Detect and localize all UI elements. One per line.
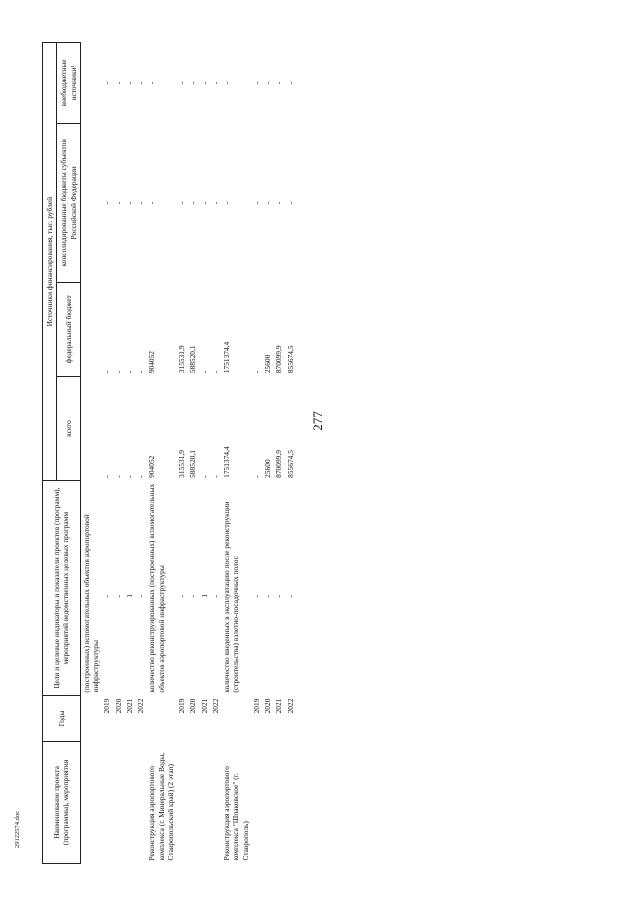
row-regional: - [188, 201, 198, 205]
row-federal: 25600 [263, 354, 272, 374]
row-extrabudget: - [147, 81, 157, 85]
row-year: 2019 [177, 698, 186, 714]
header-funding: Источники финансирования, тыс. рублей [43, 43, 57, 481]
row-year [146, 696, 176, 742]
table-row [135, 43, 146, 864]
row-name [285, 741, 296, 863]
table-row [80, 43, 101, 864]
row-regional: - [199, 201, 209, 205]
row-regional: - [222, 201, 231, 205]
row-extrabudget: - [102, 81, 112, 85]
row-total: - [251, 475, 261, 478]
row-total: - [136, 475, 145, 478]
row-federal: - [102, 370, 112, 374]
row-federal: 588520,1 [188, 345, 198, 374]
row-indicator: - [102, 595, 112, 598]
table-row [124, 43, 135, 864]
row-indicator: 1 [199, 593, 209, 598]
row-name [176, 741, 187, 863]
row-name [124, 741, 135, 863]
row-name: Реконструкция аэропортового комплекса (г. Минеральные Воды, Ставропольский край) (2 этап) [147, 752, 175, 861]
row-indicator: - [274, 595, 284, 598]
table-row [285, 43, 296, 864]
row-indicator: - [188, 595, 198, 598]
table-row [210, 43, 221, 864]
row-federal: 1751374,4 [222, 341, 231, 374]
row-total: - [124, 475, 134, 478]
row-name [199, 741, 210, 863]
document-id: 29122574.doc [14, 810, 21, 848]
funding-table [42, 42, 602, 864]
row-federal: 870099,9 [274, 345, 284, 374]
row-federal: - [199, 370, 209, 374]
header-extrabudget: внебюджетные источники¹ [57, 43, 81, 124]
table-row [101, 43, 112, 864]
row-year: 2020 [113, 698, 123, 714]
row-year: 2022 [210, 698, 220, 714]
row-total: 1751374,4 [222, 446, 231, 478]
row-indicator: 1 [124, 593, 134, 598]
row-total: 588520,1 [188, 450, 198, 478]
funding-table-grid [42, 42, 296, 864]
header-years: Годы [43, 696, 81, 742]
row-regional: - [263, 201, 272, 205]
row-federal: - [113, 370, 123, 374]
header-regional: консолидированные бюджеты субъектов Российской Федерации [57, 123, 81, 282]
row-extrabudget: - [113, 81, 123, 85]
row-regional: - [124, 201, 134, 205]
page-number: 277 [310, 411, 325, 431]
row-year [80, 696, 101, 742]
table-row [262, 43, 273, 864]
row-total: 904052 [147, 455, 157, 478]
row-year: 2021 [199, 698, 209, 714]
row-regional: - [251, 201, 261, 205]
row-extrabudget [80, 43, 101, 124]
row-year: 2020 [263, 698, 272, 714]
row-total: - [210, 475, 220, 478]
table-body [80, 43, 296, 864]
row-name: Реконструкция аэропортового комплекса "Шпаковское" (г. Ставрополь) [222, 766, 250, 861]
row-total: - [113, 475, 123, 478]
row-indicator: - [251, 595, 261, 598]
row-name [135, 741, 146, 863]
row-name [262, 741, 273, 863]
row-extrabudget: - [124, 81, 134, 85]
header-total: всего [57, 376, 81, 481]
table-row [176, 43, 187, 864]
row-federal: 855674,5 [285, 345, 295, 374]
row-extrabudget: - [263, 81, 272, 85]
header-federal: федеральный бюджет [57, 282, 81, 376]
row-year: 2022 [136, 698, 145, 714]
row-extrabudget: - [222, 81, 231, 85]
row-total [80, 376, 101, 481]
row-regional: - [177, 201, 186, 205]
row-year: 2021 [274, 698, 284, 714]
row-federal: - [210, 370, 220, 374]
row-name [80, 741, 101, 863]
table-row [187, 43, 198, 864]
table-row [251, 43, 262, 864]
row-total: - [199, 475, 209, 478]
table-row [221, 43, 251, 864]
row-year: 2022 [285, 698, 295, 714]
row-indicator: (построенных) вспомогательных объектов аэропортовой инфраструктуры [81, 514, 100, 693]
row-total: 870099,9 [274, 450, 284, 478]
row-regional: - [136, 201, 145, 205]
header-name: Наименование проекта (программы), мероприятия [43, 741, 81, 863]
row-total: - [102, 475, 112, 478]
row-regional [80, 123, 101, 282]
row-total: 25600 [263, 459, 272, 478]
row-regional: - [113, 201, 123, 205]
row-extrabudget: - [251, 81, 261, 85]
row-year: 2021 [124, 698, 134, 714]
row-indicator: - [285, 595, 295, 598]
row-indicator: - [210, 595, 220, 598]
row-federal: 315531,9 [177, 345, 186, 374]
row-extrabudget: - [210, 81, 220, 85]
row-extrabudget: - [177, 81, 186, 85]
row-name [210, 741, 221, 863]
row-federal: - [136, 370, 145, 374]
row-year: 2019 [102, 698, 112, 714]
row-indicator: - [177, 595, 186, 598]
row-regional: - [102, 201, 112, 205]
row-indicator: - [136, 595, 145, 598]
row-year [221, 696, 251, 742]
row-indicator: количество введенных в эксплуатацию после реконструкции (строительства) взлетно-посадочных полос [222, 501, 241, 693]
row-regional: - [274, 201, 284, 205]
row-name [273, 741, 284, 863]
row-total: 855674,5 [285, 450, 295, 478]
row-federal: - [251, 370, 261, 374]
row-regional: - [210, 201, 220, 205]
row-extrabudget: - [274, 81, 284, 85]
row-federal [80, 282, 101, 376]
row-extrabudget: - [188, 81, 198, 85]
row-extrabudget: - [285, 81, 295, 85]
row-indicator: количество реконструированных (построенных) вспомогательных объектов аэропортовой инфраструктуры [147, 483, 166, 693]
row-federal: 904052 [147, 351, 157, 374]
table-row [199, 43, 210, 864]
row-federal: - [124, 370, 134, 374]
row-year: 2020 [188, 698, 198, 714]
row-name [113, 741, 124, 863]
row-extrabudget: - [136, 81, 145, 85]
row-total: 315531,9 [177, 450, 186, 478]
row-name [101, 741, 112, 863]
row-extrabudget: - [199, 81, 209, 85]
row-name [187, 741, 198, 863]
row-regional: - [147, 201, 157, 205]
header-indicators: Цели и целевые индикаторы и показатели проектов (программ), мероприятий ведомственных целевых программ [43, 481, 81, 696]
row-regional: - [285, 201, 295, 205]
table-row [273, 43, 284, 864]
table-row [113, 43, 124, 864]
row-year: 2019 [251, 698, 261, 714]
row-indicator: - [113, 595, 123, 598]
table-row [146, 43, 176, 864]
row-indicator: - [263, 595, 272, 598]
row-name [251, 741, 262, 863]
